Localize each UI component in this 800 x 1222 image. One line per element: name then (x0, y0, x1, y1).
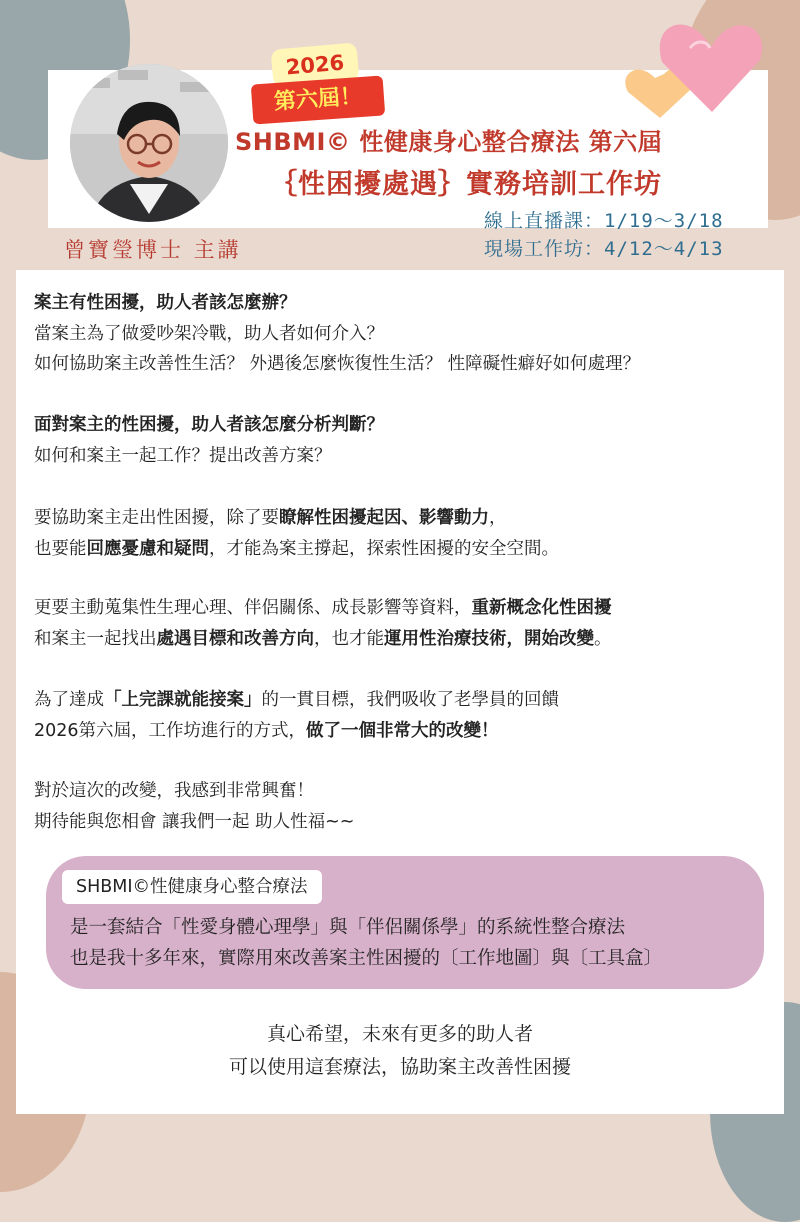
emphasis-text: 運用性治療技術，開始改變 (384, 628, 594, 649)
paragraph-2-heading: 面對案主的性困擾，助人者該怎麼分析判斷？ (34, 415, 384, 435)
paragraph-3 (34, 503, 774, 564)
emphasis-text: 處遇目標和改善方向 (156, 628, 314, 649)
hearts-decoration (0, 0, 800, 140)
text-span: ，也才能 (314, 628, 384, 649)
emphasis-text: 重新概念化性困擾 (471, 598, 612, 618)
text-span: 。 (594, 628, 612, 649)
text-span: 要協助案主走出性困擾，除了要 (34, 508, 279, 528)
title-line-2: ｛性困擾處遇｝實務培訓工作坊 (270, 169, 662, 200)
paragraph-5 (34, 685, 774, 746)
text-span: 和案主一起找出 (34, 628, 157, 649)
text-span: ，才能為案主撐起，探索性困擾的安全空間。 (209, 538, 559, 559)
paragraph-4 (34, 593, 774, 654)
method-line-2: 也是我十多年來，實際用來改善案主性困擾的〔工作地圖〕與〔工具盒〕 (70, 948, 663, 969)
method-tag: SHBMI©性健康身心整合療法 (62, 870, 322, 904)
emphasis-text: 「上完課就能接案」 (104, 690, 262, 710)
paragraph-6 (34, 776, 774, 837)
paragraph-6-line-1: 對於這次的改變，我感到非常興奮！ (34, 781, 314, 801)
edition-badge: 第六屆！ (251, 75, 385, 124)
text-span: 更要主動蒐集性生理心理、伴侶關係、成長影響等資料， (34, 598, 472, 618)
paragraph-1-line-2: 當案主為了做愛吵架冷戰，助人者如何介入？ (34, 323, 384, 344)
method-line-1: 是一套結合「性愛身體心理學」與「伴侶關係學」的系統性整合療法 (70, 917, 626, 938)
title-line-1: SHBMI© 性健康身心整合療法 第六屆 (235, 128, 663, 156)
paragraph-2 (34, 410, 774, 471)
year-tag: 2026 (271, 42, 360, 87)
emphasis-text: 瞭解性困擾起因、影響動力 (279, 508, 489, 528)
paragraph-2-line-2: 如何和案主一起工作？提出改善方案？ (34, 445, 332, 466)
paragraph-1 (34, 288, 774, 380)
emphasis-text: 回應憂慮和疑問 (86, 538, 209, 559)
text-span: 2026第六屆，工作坊進行的方式， (34, 720, 307, 741)
emphasis-text: 做了一個非常大的改變！ (306, 720, 499, 741)
paragraph-1-line-3: 如何協助案主改善性生活？ 外遇後怎麼恢復性生活？ 性障礙性癖好如何處理？ (34, 354, 641, 374)
text-span: 也要能 (34, 538, 87, 559)
paragraph-1-heading: 案主有性困擾，助人者該怎麼辦？ (34, 293, 297, 313)
onsite-schedule: 現場工作坊：4/12～4/13 (484, 238, 724, 260)
speaker-label: 曾寶瑩博士 主講 (64, 238, 242, 262)
method-description (70, 912, 662, 974)
paragraph-6-line-2: 期待能與您相會 讓我們一起 助人性福~~ (34, 811, 355, 832)
closing-line-2: 可以使用這套療法，協助案主改善性困擾 (228, 1056, 571, 1078)
text-span: 為了達成 (34, 690, 104, 710)
closing-line-1: 真心希望，未來有更多的助人者 (266, 1023, 533, 1045)
text-span: 的一貫目標，我們吸收了老學員的回饋 (261, 690, 559, 710)
text-span: ， (489, 508, 507, 528)
online-schedule: 線上直播課：1/19～3/18 (484, 210, 724, 232)
